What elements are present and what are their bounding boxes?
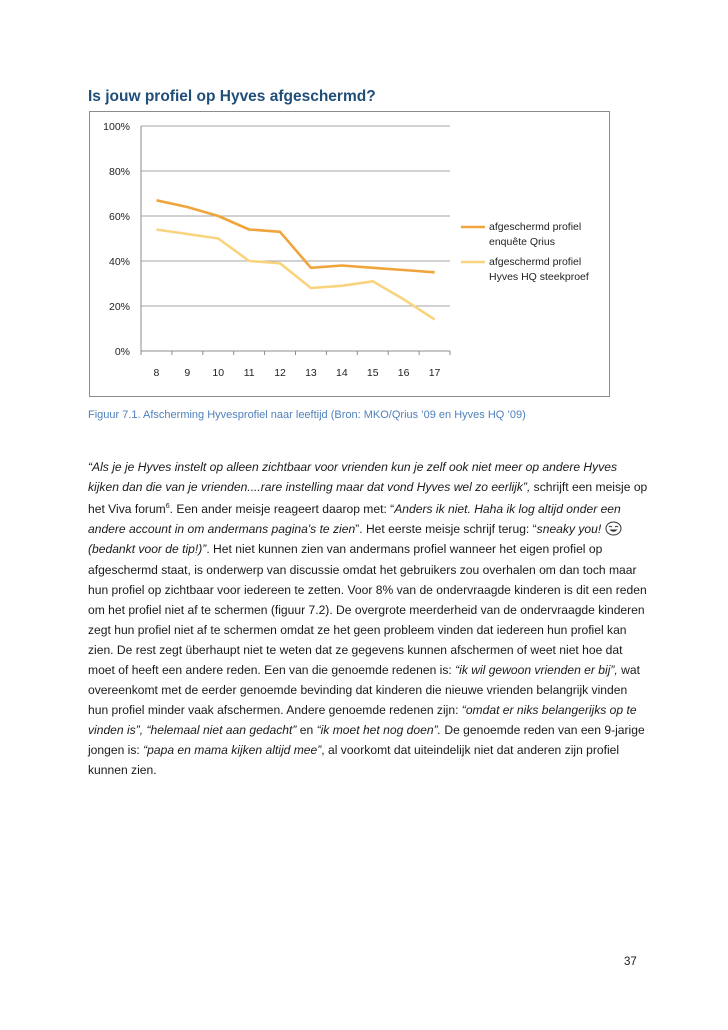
y-tick-label: 100% [103, 121, 130, 133]
quote-4: (bedankt voor de tip!)” [88, 542, 207, 557]
x-tick-label: 9 [184, 367, 191, 379]
legend-label: afgeschermd profiel [489, 221, 582, 233]
quote-8: “papa en mama kijken altijd mee” [143, 743, 322, 758]
x-tick-label: 17 [428, 367, 441, 379]
x-tick-label: 16 [397, 367, 410, 379]
x-tick-label: 8 [153, 367, 160, 379]
footnote-ref: 6 [165, 503, 170, 511]
quote-7: “ik moet het nog doen”. [316, 723, 441, 738]
quote-6: “omdat er niks belangerijks op te vinden is”, “helemaal niet aan gedacht” [88, 703, 637, 738]
line-chart [90, 112, 611, 398]
x-tick-label: 13 [305, 367, 317, 379]
text-1: schrijft een meisje op het Viva forum [88, 480, 648, 517]
legend-label: enquête Qrius [489, 236, 555, 248]
y-tick-label: 20% [108, 301, 130, 313]
text-2: . Een ander meisje reageert daarop met: “ [169, 502, 395, 517]
laughing-smiley-icon [605, 521, 622, 536]
text-5: wat overeenkomt met de eerder genoemde bevinding dat kinderen die nieuwe vrienden belangrijk vinden hun profiel minder vaak afschermen. Andere genoemde redenen zijn: [88, 662, 640, 718]
x-tick-label: 14 [336, 367, 348, 379]
quote-2: Anders ik niet. Haha ik log altijd onder een andere account in om andermans pagina's te zien [88, 502, 621, 537]
text-6: en [296, 723, 317, 738]
y-tick-label: 40% [108, 256, 130, 268]
x-tick-label: 15 [366, 367, 379, 379]
page-number: 37 [624, 956, 637, 968]
chart-title: Is jouw profiel op Hyves afgeschermd? [88, 88, 376, 105]
text-7: De genoemde reden van een 9-jarige jongen is: [88, 723, 645, 758]
quote-3: sneaky you! [536, 522, 602, 537]
legend-label: afgeschermd profiel [489, 256, 582, 268]
y-tick-label: 60% [108, 211, 130, 223]
chart-frame [89, 111, 610, 397]
y-tick-label: 80% [108, 166, 130, 178]
y-tick-label: 0% [114, 346, 130, 358]
x-tick-label: 10 [212, 367, 225, 379]
quote-5: “ik wil gewoon vrienden er bij”, [455, 662, 618, 677]
quote-1: “Als je je Hyves instelt op alleen zichtbaar voor vrienden kun je zelf ook niet meer op andere Hyves kijken dan die van je vrienden....rare instelling maar dat vond Hyves wel zo eerlijk”, [88, 460, 618, 495]
x-tick-label: 11 [243, 367, 255, 379]
figure-caption: Figuur 7.1. Afscherming Hyvesprofiel naar leeftijd (Bron: MKO/Qrius ’09 en Hyves HQ ’09) [88, 409, 526, 421]
x-tick-label: 12 [274, 367, 286, 379]
body-paragraph [88, 457, 648, 781]
text-4: . Het niet kunnen zien van andermans profiel wanneer het eigen profiel op afgeschermd staat, is onderwerp van discussie omdat het gebruikers zou overhalen om dan toch maar hun profiel op zichtbaar voor iedereen te zetten. Voor 8% van de ondervraagde kinderen is dit een reden om het profiel niet af te schermen (figuur 7.2). De overgrote meerderheid van de ondervraagde kinderen zegt hun profiel niet af te schermen omdat ze het geen probleem vinden dat iedereen hun profiel kan zien. De rest zegt überhaupt niet te weten dat ze gegevens kunnen afschermen of weet niet hoe dat moet of heeft een andere reden. Een van die genoemde redenen is: [88, 542, 647, 677]
legend-label: Hyves HQ steekproef [489, 271, 589, 283]
text-8: , al voorkomt dat uiteindelijk niet dat anderen zijn profiel kunnen zien. [88, 743, 620, 778]
text-3: ”. Het eerste meisje schrijf terug: “ [355, 522, 537, 537]
